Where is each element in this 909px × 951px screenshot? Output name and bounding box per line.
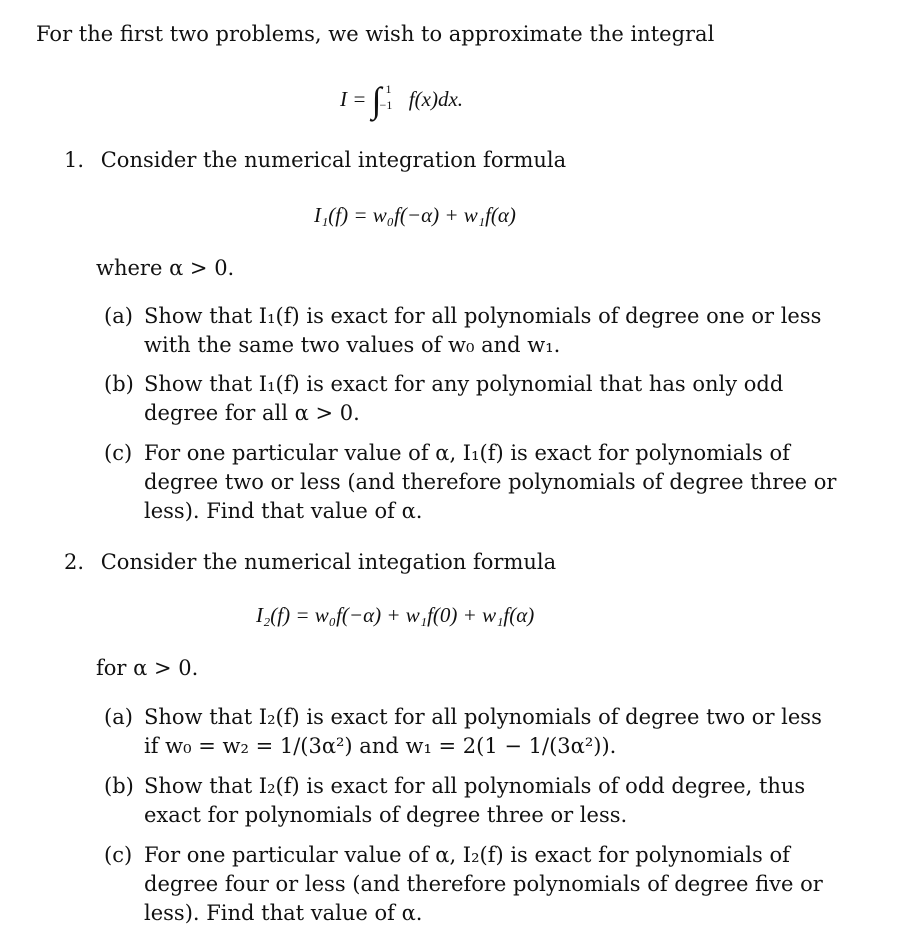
problem-2-where: for α > 0. xyxy=(96,656,199,680)
problem-2-number: 2. xyxy=(64,550,85,574)
part-label: (c) xyxy=(104,843,133,867)
problem-1-part-a xyxy=(104,302,821,360)
problem-2-part-b xyxy=(104,772,805,830)
part-label: (b) xyxy=(104,774,134,798)
part-line: Show that I₂(f) is exact for all polynomials of degree two or less xyxy=(144,705,822,729)
part-line: For one particular value of α, I₁(f) is exact for polynomials of xyxy=(144,441,790,465)
integral-upper: 1 xyxy=(385,82,392,96)
part-line: Show that I₂(f) is exact for all polynomials of odd degree, thus xyxy=(144,774,806,798)
integral-rhs: f(x)dx. xyxy=(408,87,464,111)
part-line: For one particular value of α, I₂(f) is exact for polynomials of xyxy=(144,843,790,867)
problem-1-number: 1. xyxy=(64,148,85,172)
part-label: (a) xyxy=(104,705,133,729)
part-line: degree two or less (and therefore polynomials of degree three or xyxy=(144,470,837,494)
problem-1-part-c xyxy=(104,439,836,526)
part-label: (b) xyxy=(104,372,134,396)
part-line: Show that I₁(f) is exact for all polynomials of degree one or less xyxy=(144,304,822,328)
part-line: with the same two values of w₀ and w₁. xyxy=(144,333,561,357)
problem-2-formula-text: I₂(f) = w₀f(−α) + w₁f(0) + w₁f(α) xyxy=(256,603,535,627)
problem-1-heading xyxy=(64,146,566,174)
problem-2-part-c xyxy=(104,841,823,928)
problem-2-text: Consider the numerical integation formula xyxy=(100,550,557,574)
integral-sign-icon: ∫ xyxy=(371,80,382,120)
integral-limits xyxy=(379,78,404,118)
problem-1-formula xyxy=(314,200,516,230)
problem-1-text: Consider the numerical integration formula xyxy=(100,148,567,172)
integral-lhs: I = xyxy=(340,87,367,111)
problem-2-formula xyxy=(256,600,534,630)
part-line: less). Find that value of α. xyxy=(144,499,423,523)
problem-2-heading xyxy=(64,548,556,576)
part-line: Show that I₁(f) is exact for any polynomial that has only odd xyxy=(144,372,784,396)
problem-1-part-b xyxy=(104,370,783,428)
intro-text: For the first two problems, we wish to approximate the integral xyxy=(36,22,715,46)
integral-lower: −1 xyxy=(379,98,393,112)
problem-1-formula-text: I₁(f) = w₀f(−α) + w₁f(α) xyxy=(314,203,516,227)
part-line: less). Find that value of α. xyxy=(144,901,423,925)
part-line: degree four or less (and therefore polynomials of degree five or xyxy=(144,872,823,896)
part-line: exact for polynomials of degree three or less. xyxy=(144,803,628,827)
integral-equation xyxy=(340,78,463,118)
problem-1-where: where α > 0. xyxy=(96,256,235,280)
part-line: degree for all α > 0. xyxy=(144,401,360,425)
part-label: (c) xyxy=(104,441,133,465)
part-line: if w₀ = w₂ = 1/(3α²) and w₁ = 2(1 − 1/(3α²)). xyxy=(144,734,617,758)
part-label: (a) xyxy=(104,304,133,328)
problem-2-part-a xyxy=(104,703,822,761)
